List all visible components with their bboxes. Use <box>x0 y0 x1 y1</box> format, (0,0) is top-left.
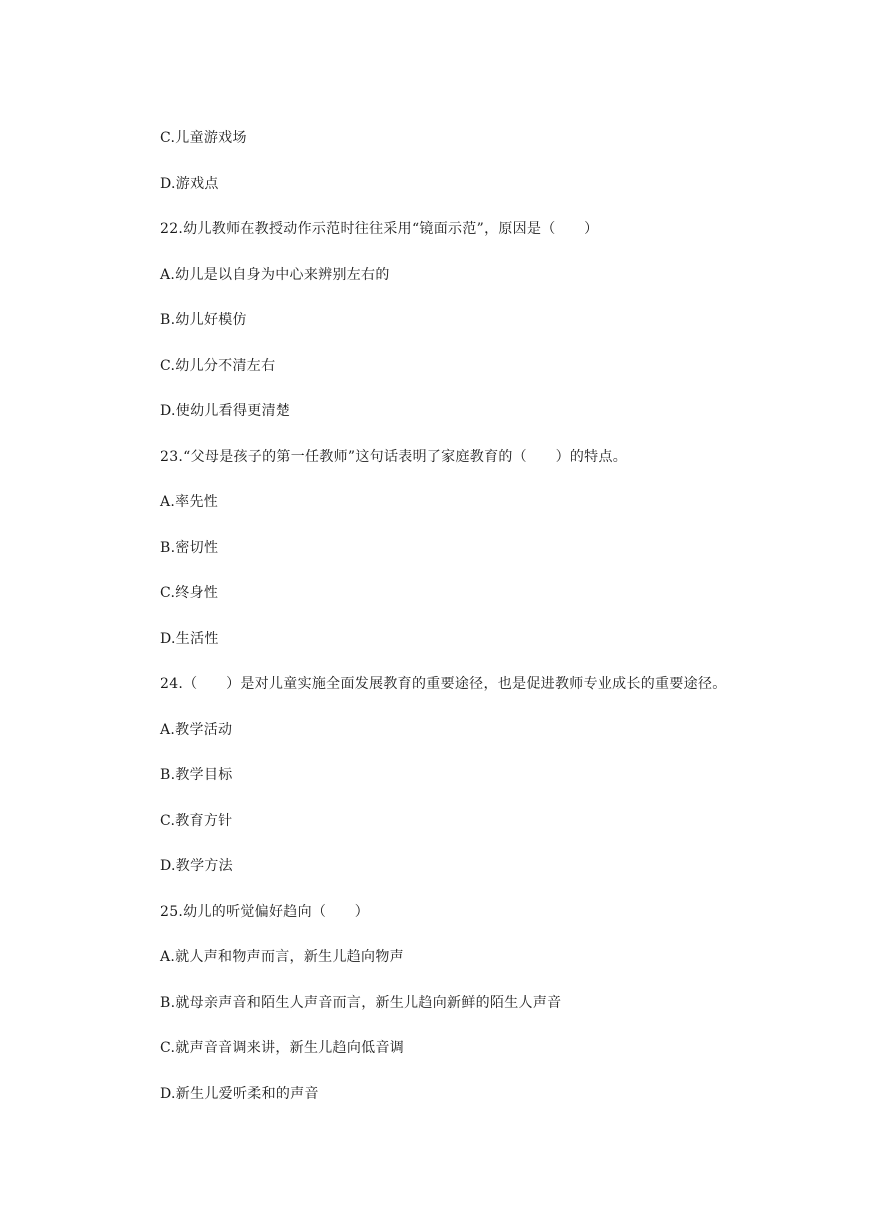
q22-option-c: C.幼儿分不清左右 <box>160 358 276 374</box>
q24-option-d: D.教学方法 <box>160 858 233 874</box>
q22-option-d: D.使幼儿看得更清楚 <box>160 403 291 419</box>
q25-option-d: D.新生儿爱听柔和的声音 <box>160 1086 319 1102</box>
q21-option-d: D.游戏点 <box>160 176 219 192</box>
q23-option-a: A.率先性 <box>160 494 219 510</box>
q25-stem: 25.幼儿的听觉偏好趋向（ ） <box>160 904 370 920</box>
q23-option-d: D.生活性 <box>160 631 219 647</box>
q24-option-a: A.教学活动 <box>160 722 233 738</box>
q24-stem: 24.（ ）是对儿童实施全面发展教育的重要途径，也是促进教师专业成长的重要途径。 <box>160 676 727 692</box>
q25-option-c: C.就声音音调来讲，新生儿趋向低音调 <box>160 1040 405 1056</box>
q22-stem: 22.幼儿教师在教授动作示范时往往采用“镜面示范”，原因是（ ） <box>160 221 599 237</box>
q23-option-b: B.密切性 <box>160 540 219 556</box>
q22-option-a: A.幼儿是以自身为中心来辨别左右的 <box>160 267 390 283</box>
q22-option-b: B.幼儿好模仿 <box>160 312 247 328</box>
q23-option-c: C.终身性 <box>160 585 219 601</box>
q21-option-c: C.儿童游戏场 <box>160 130 247 146</box>
q23-stem: 23.“父母是孩子的第一任教师”这句话表明了家庭教育的（ ）的特点。 <box>160 449 628 465</box>
q25-option-a: A.就人声和物声而言，新生儿趋向物声 <box>160 949 404 965</box>
q24-option-b: B.教学目标 <box>160 767 233 783</box>
q25-option-b: B.就母亲声音和陌生人声音而言，新生儿趋向新鲜的陌生人声音 <box>160 995 562 1011</box>
q24-option-c: C.教育方针 <box>160 813 233 829</box>
